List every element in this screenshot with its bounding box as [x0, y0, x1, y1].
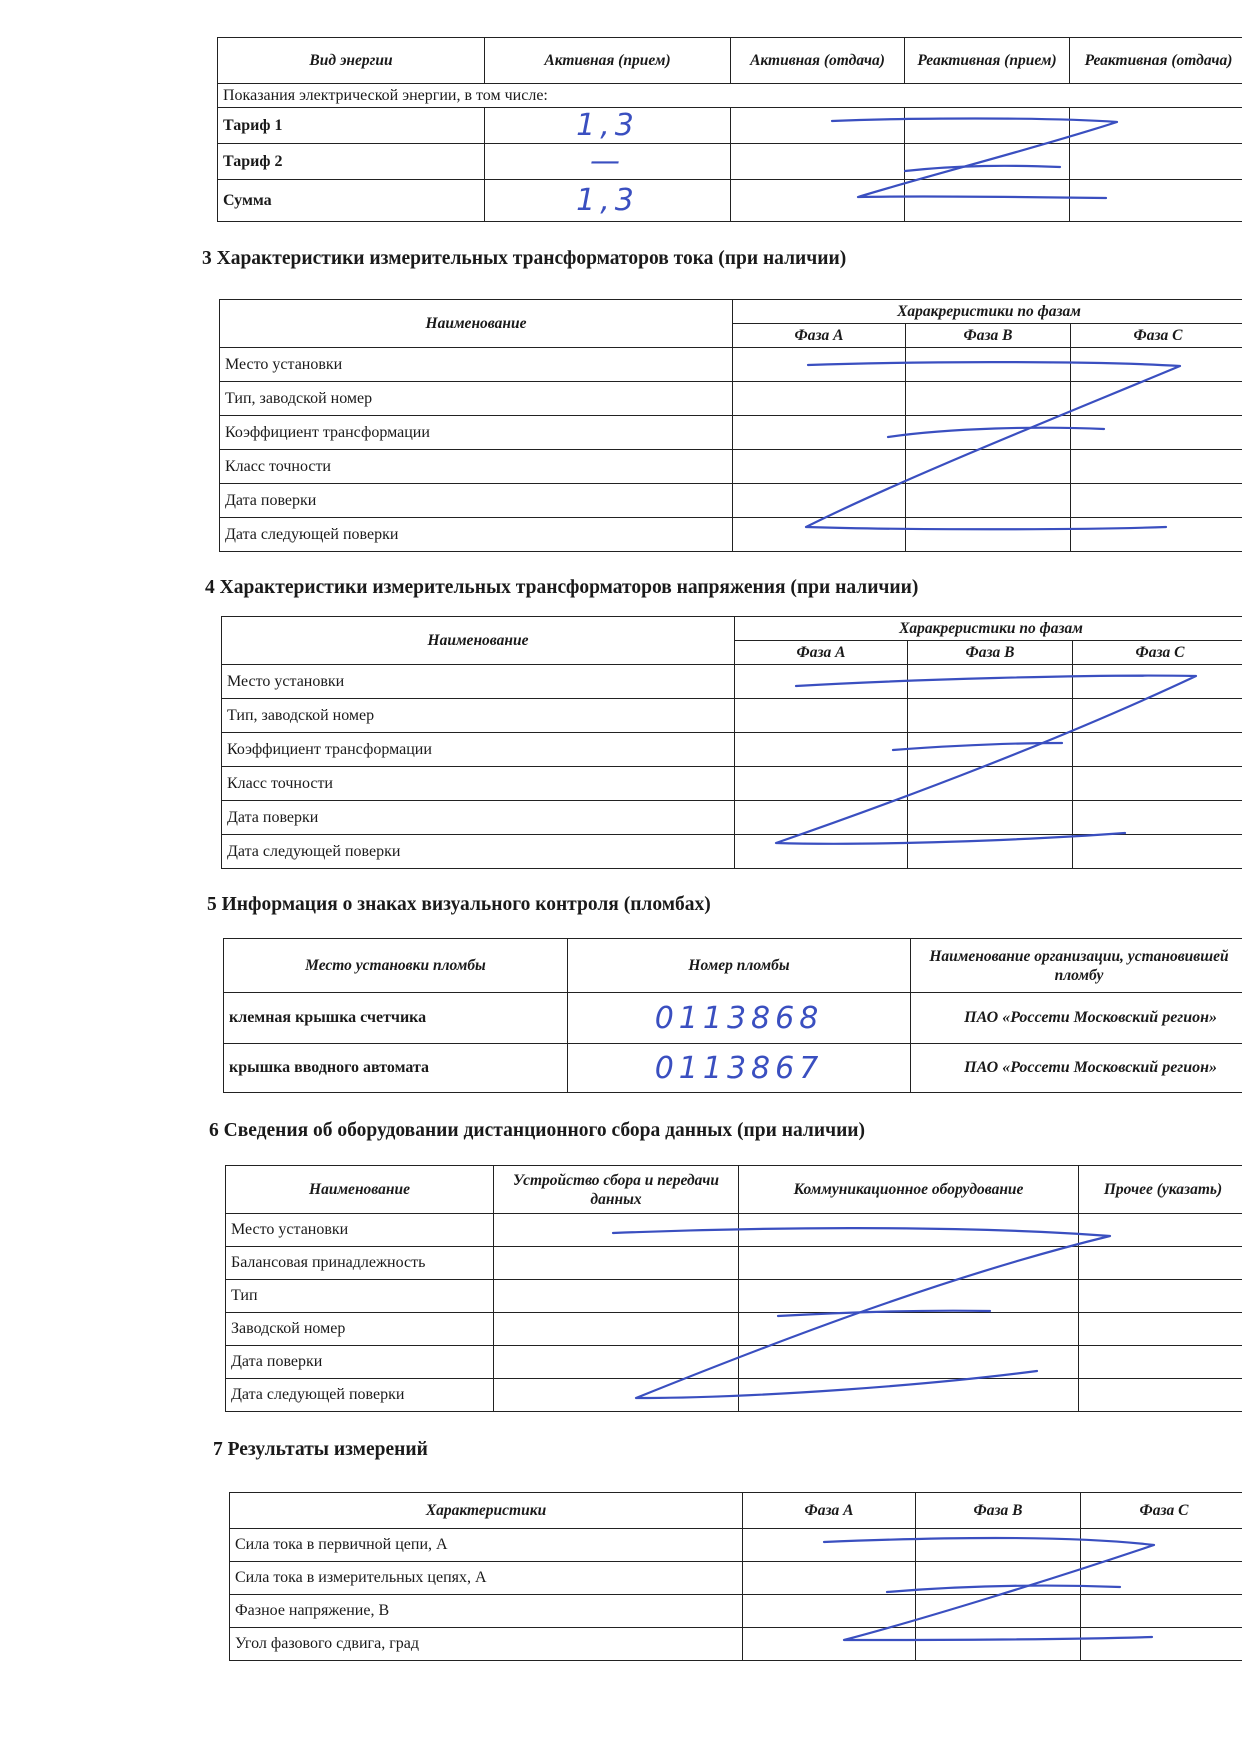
section3-group-header: Харакрeристики по фазам	[733, 300, 1242, 324]
row-label: Место установки	[220, 348, 733, 382]
table-row	[218, 144, 1242, 180]
section4-phase-b: Фаза В	[908, 641, 1073, 665]
seals-header-org: Наименование организации, установившей пломбу	[911, 939, 1242, 993]
row-label: Угол фазового сдвига, град	[230, 1628, 743, 1661]
table-row	[230, 1628, 1242, 1661]
measure-header-phase-b: Фаза В	[916, 1493, 1081, 1529]
tariff2-active-in-value: —	[485, 144, 731, 180]
remote-header-comm: Коммуникационное оборудование	[739, 1166, 1079, 1214]
table-row	[222, 733, 1242, 767]
row-label: Дата следующей поверки	[226, 1379, 494, 1412]
row-label: Дата поверки	[222, 801, 735, 835]
section7-title: 7 Результаты измерений	[213, 1439, 428, 1460]
energy-header-type: Вид энергии	[218, 38, 485, 84]
remote-header-other: Прочее (указать)	[1079, 1166, 1242, 1214]
section6-title: 6 Сведения об оборудовании дистанционного сбора данных (при наличии)	[209, 1120, 866, 1141]
section3-phase-b: Фаза В	[906, 324, 1071, 348]
energy-header-active-in: Активная (прием)	[485, 38, 731, 84]
row-label: Тип	[226, 1280, 494, 1313]
seal-org: ПАО «Россети Московский регион»	[911, 1044, 1242, 1093]
table-row	[222, 699, 1242, 733]
table-row	[230, 1529, 1242, 1562]
measurements-table	[229, 1492, 1242, 1661]
row-label: Коэффициент трансформации	[220, 416, 733, 450]
energy-header-reactive-out: Реактивная (отдача)	[1070, 38, 1242, 84]
table-row	[226, 1247, 1242, 1280]
row-label: Сила тока в измерительных цепях, А	[230, 1562, 743, 1595]
table-row	[222, 835, 1242, 869]
table-row	[222, 767, 1242, 801]
table-row	[224, 1044, 1242, 1093]
sum-active-in-value: 1,3	[485, 180, 731, 222]
section4-title: 4 Характеристики измерительных трансформаторов напряжения (при наличии)	[205, 577, 919, 598]
table-row	[218, 108, 1242, 144]
row-label: Заводской номер	[226, 1313, 494, 1346]
table-row	[226, 1280, 1242, 1313]
section4-phase-a: Фаза А	[735, 641, 908, 665]
table-row	[220, 518, 1242, 552]
section4-phase-c: Фаза С	[1073, 641, 1242, 665]
section5-title: 5 Информация о знаках визуального контроля (пломбах)	[207, 894, 711, 915]
row-label: Дата поверки	[226, 1346, 494, 1379]
remote-header-name: Наименование	[226, 1166, 494, 1214]
measure-header-char: Характеристики	[230, 1493, 743, 1529]
row-label: Тип, заводской номер	[220, 382, 733, 416]
remote-data-table	[225, 1165, 1242, 1412]
seal-place: клемная крышка счетчика	[224, 993, 568, 1044]
table-row	[218, 180, 1242, 222]
row-label: Дата следующей поверки	[220, 518, 733, 552]
row-label: Фазное напряжение, В	[230, 1595, 743, 1628]
row-label: Дата поверки	[220, 484, 733, 518]
section4-name-header: Наименование	[222, 617, 735, 665]
table-row	[226, 1346, 1242, 1379]
row-label: Класс точности	[222, 767, 735, 801]
tariff1-label: Тариф 1	[218, 108, 485, 144]
table-row	[230, 1562, 1242, 1595]
seal-org: ПАО «Россети Московский регион»	[911, 993, 1242, 1044]
row-label: Место установки	[222, 665, 735, 699]
row-label: Балансовая принадлежность	[226, 1247, 494, 1280]
remote-header-device: Устройство сбора и передачи данных	[494, 1166, 739, 1214]
current-transformers-table	[219, 299, 1242, 552]
energy-subheader: Показания электрической энергии, в том числе:	[218, 84, 1242, 108]
measure-header-phase-a: Фаза А	[743, 1493, 916, 1529]
tariff1-active-in-value: 1,3	[485, 108, 731, 144]
sum-label: Сумма	[218, 180, 485, 222]
table-row	[222, 665, 1242, 699]
section3-name-header: Наименование	[220, 300, 733, 348]
table-row	[222, 801, 1242, 835]
section3-title: 3 Характеристики измерительных трансформаторов тока (при наличии)	[202, 248, 847, 269]
row-label: Сила тока в первичной цепи, А	[230, 1529, 743, 1562]
table-row	[220, 382, 1242, 416]
seal-number: 0113868	[568, 993, 911, 1044]
table-row	[224, 993, 1242, 1044]
energy-table	[217, 37, 1242, 222]
seals-header-number: Номер пломбы	[568, 939, 911, 993]
table-row	[220, 450, 1242, 484]
section3-phase-c: Фаза С	[1071, 324, 1242, 348]
measure-header-phase-c: Фаза С	[1081, 1493, 1242, 1529]
table-row	[220, 416, 1242, 450]
row-label: Дата следующей поверки	[222, 835, 735, 869]
row-label: Коэффициент трансформации	[222, 733, 735, 767]
table-row	[226, 1214, 1242, 1247]
table-row	[230, 1595, 1242, 1628]
seal-place: крышка вводного автомата	[224, 1044, 568, 1093]
section3-phase-a: Фаза А	[733, 324, 906, 348]
table-row	[220, 348, 1242, 382]
seal-number: 0113867	[568, 1044, 911, 1093]
energy-header-reactive-in: Реактивная (прием)	[905, 38, 1070, 84]
section4-group-header: Харакрeристики по фазам	[735, 617, 1242, 641]
row-label: Место установки	[226, 1214, 494, 1247]
seals-header-place: Место установки пломбы	[224, 939, 568, 993]
table-row	[226, 1379, 1242, 1412]
table-row	[220, 484, 1242, 518]
row-label: Класс точности	[220, 450, 733, 484]
voltage-transformers-table	[221, 616, 1242, 869]
energy-header-active-out: Активная (отдача)	[731, 38, 905, 84]
tariff2-label: Тариф 2	[218, 144, 485, 180]
table-row	[226, 1313, 1242, 1346]
row-label: Тип, заводской номер	[222, 699, 735, 733]
seals-table	[223, 938, 1242, 1093]
